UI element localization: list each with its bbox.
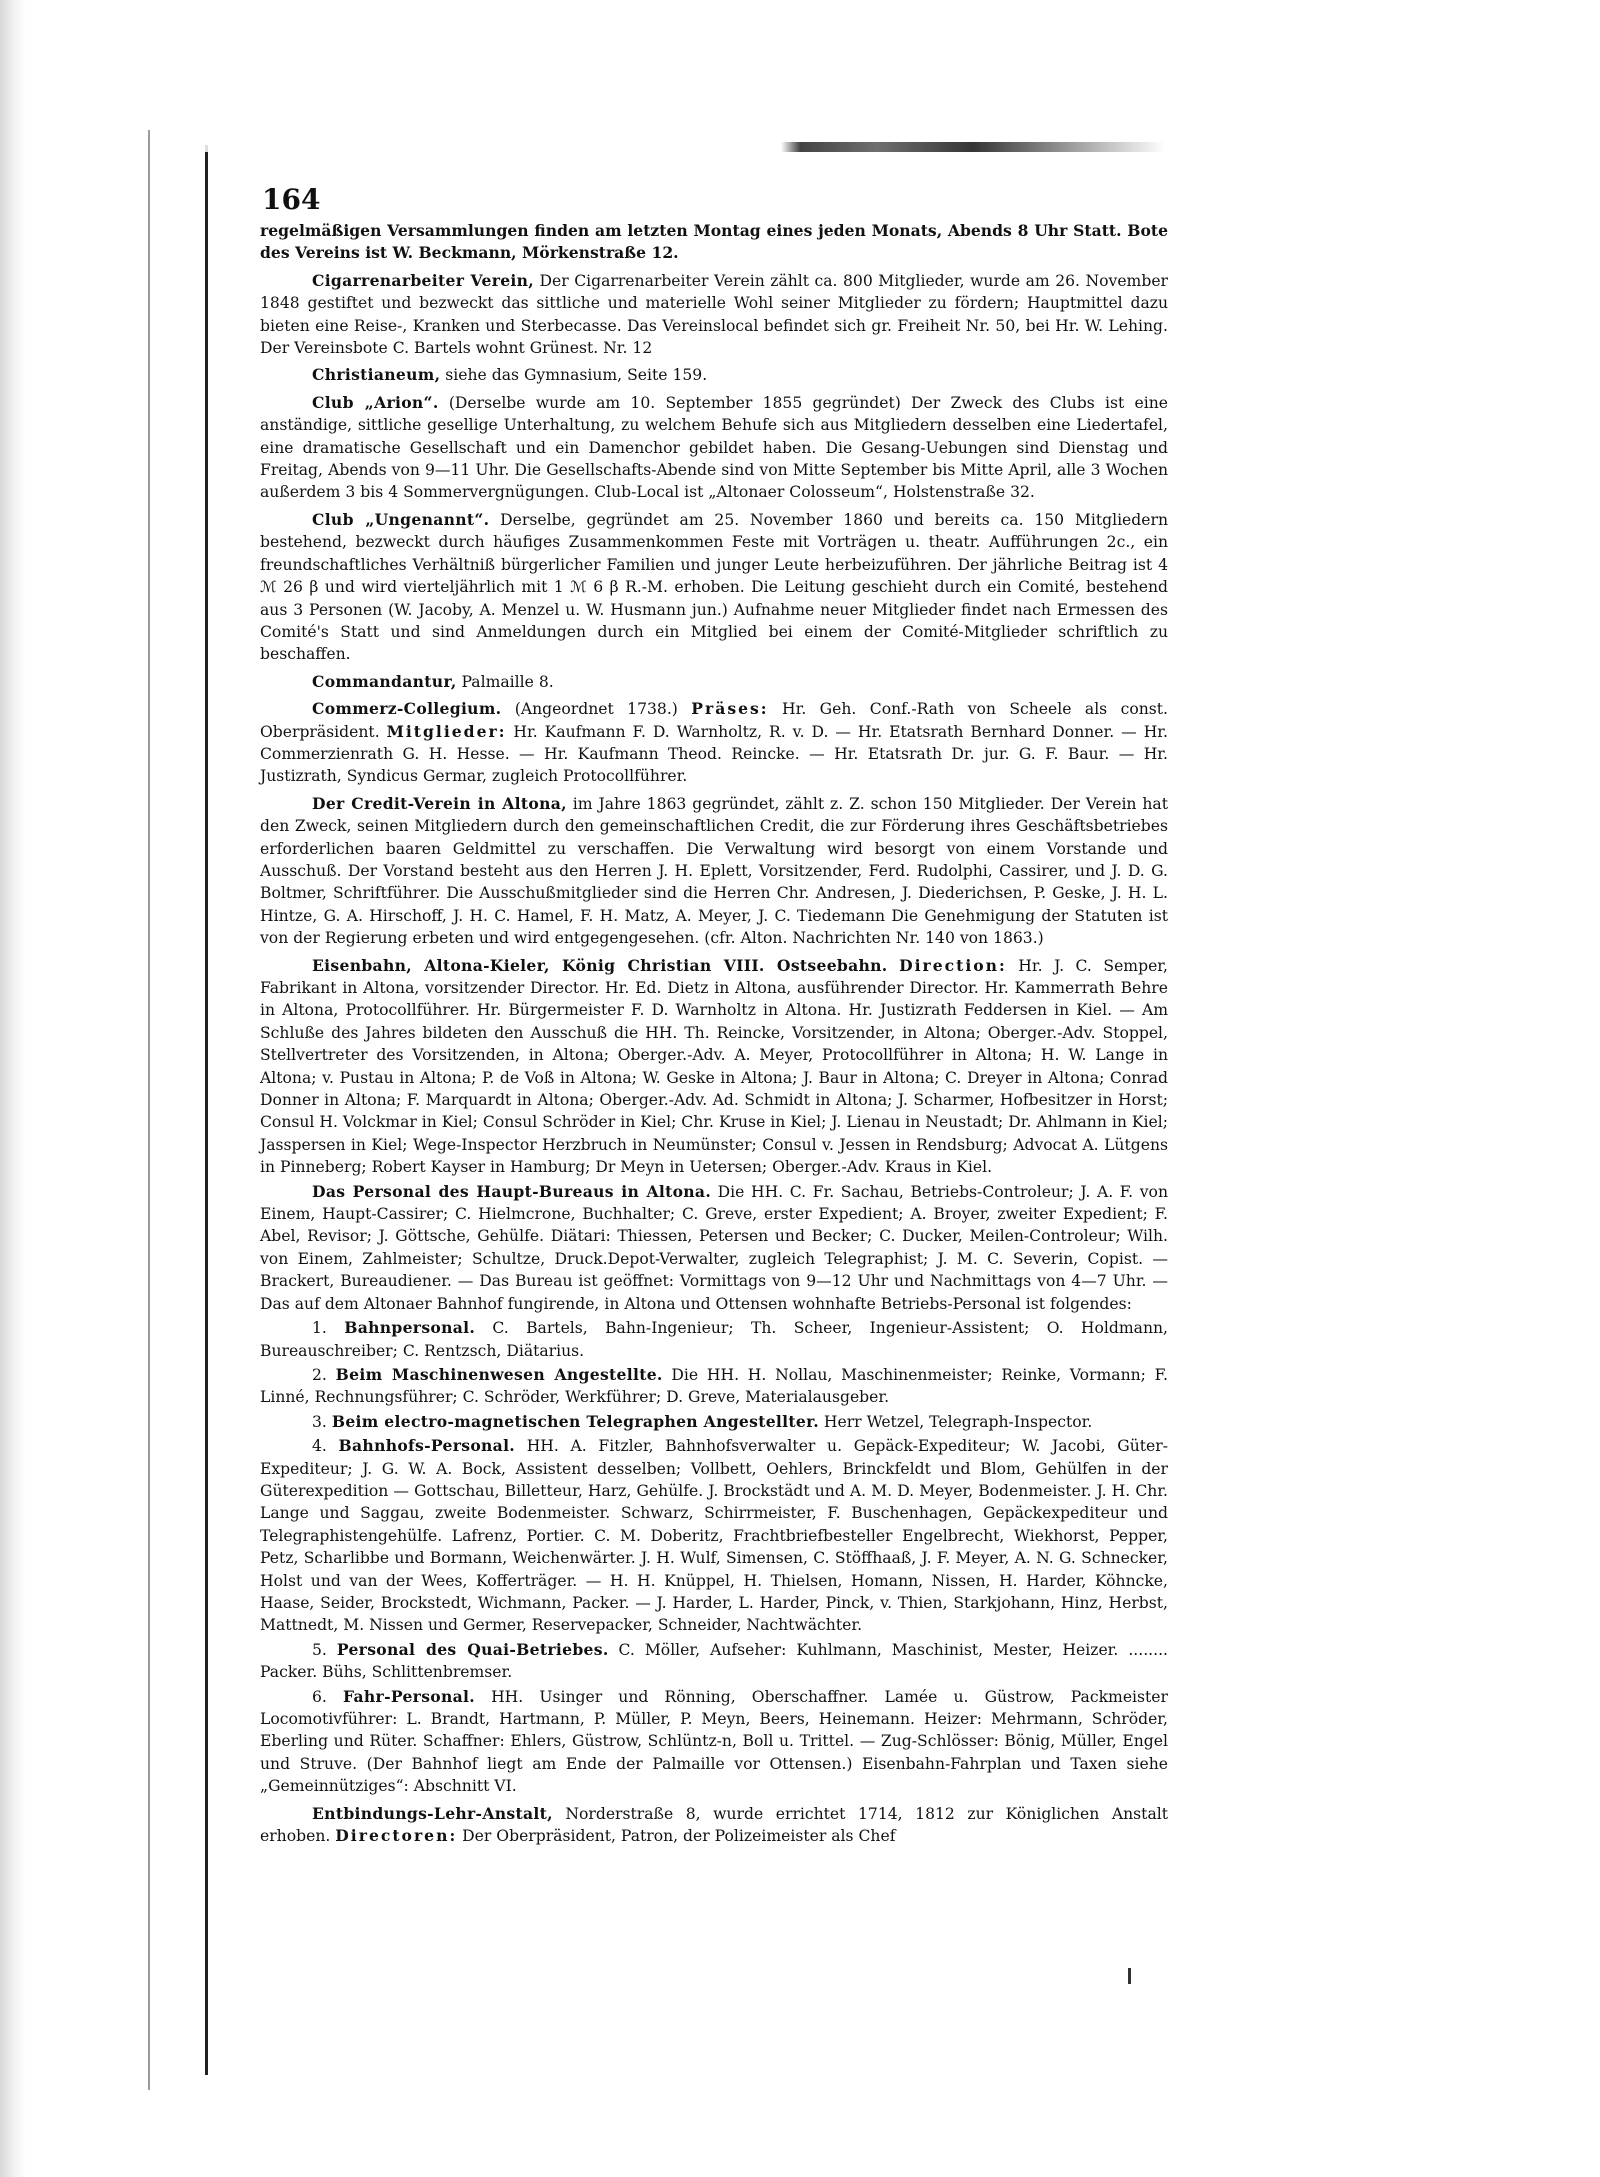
text-segment: Präses: — [691, 699, 769, 719]
margin-mark — [1128, 1968, 1131, 1984]
text-segment: 6. — [312, 1687, 343, 1706]
entry-heading: Personal des Quai-Betriebes. — [336, 1639, 609, 1659]
entry-heading: Cigarrenarbeiter Verein, — [312, 270, 535, 290]
paragraph — [260, 1181, 1168, 1315]
text-segment — [888, 957, 900, 975]
text-segment: 2. — [312, 1365, 336, 1384]
entry-heading: Beim Maschinenwesen Angestellte. — [335, 1364, 663, 1384]
entry-heading: Bahnpersonal. — [344, 1318, 476, 1338]
entry-heading: Der Credit-Verein in Altona, — [312, 793, 567, 813]
entry-heading: Das Personal des Haupt-Bureaus in Altona. — [312, 1181, 712, 1201]
entry-heading: Club „Ungenannt“. — [312, 509, 490, 529]
paragraph — [260, 1411, 1168, 1433]
paragraph — [260, 392, 1168, 504]
paragraph — [260, 220, 1168, 265]
text-segment: Die HH. C. Fr. Sachau, Betriebs-Controleur; J. A. F. von Einem, Haupt-Cassirer; C. Hielmcrone, Buchhalter; C. Greve, erster Expedient; A. Broyer, zweiter Expedient; F. Abel, Revisor; J. Göttsche, Gehülfe. Diätari: Thiessen, Petersen und Becker; C. Ducker, Meilen-Controleur; Wilh. von Einem, Zahlmeister; Schultze, Druck.Depot-Verwalter, zugleich Telegraphist; J. M. C. Severin, Copist. — Brackert, Bureaudiener. — Das Bureau ist geöffnet: Vormittags von 9—12 Uhr und Nachmittags von 4—7 Uhr. — Das auf dem Altonaer Bahnhof fungirende, in Altona und Ottensen wohnhafte Betriebs-Personal ist folgendes: — [260, 1182, 1168, 1313]
entry-heading: Entbindungs-Lehr-Anstalt, — [312, 1803, 553, 1823]
paragraph — [260, 955, 1168, 1179]
book-binding-shadow — [0, 0, 26, 2177]
text-segment: C. Möller, Aufseher: Kuhlmann, Maschinist, Mester, Heizer. ........ Packer. Bühs, Schlittenbremser. — [260, 1640, 1168, 1682]
text-segment: 3. — [312, 1412, 332, 1431]
paragraph — [260, 1317, 1168, 1362]
entry-heading: Bahnhofs-Personal. — [338, 1436, 516, 1456]
text-segment: (Angeordnet 1738.) — [501, 700, 692, 719]
text-segment: Mitglieder: — [386, 721, 507, 741]
text-segment: Die HH. H. Nollau, Maschinenmeister; Reinke, Vormann; F. Linné, Rechnungsführer; C. Schröder, Werkführer; D. Greve, Materialausgeber. — [260, 1365, 1168, 1407]
paragraph — [260, 793, 1168, 950]
entry-heading: Commerz-Collegium. — [312, 699, 502, 719]
text-segment: Directoren: — [335, 1826, 458, 1846]
paragraph — [260, 364, 1168, 386]
paragraph — [260, 698, 1168, 788]
paragraph — [260, 1639, 1168, 1684]
paragraph — [260, 671, 1168, 693]
text-segment: Der Cigarrenarbeiter Verein zählt ca. 800 Mitglieder, wurde am 26. November 1848 gestiftet und bezweckt das sittliche und materielle Wohl seiner Mitglieder zu fördern; Hauptmittel dazu bieten eine Reise-, Kranken und Sterbecasse. Das Vereinslocal befindet sich gr. Freiheit Nr. 50, bei Hr. W. Lehing. Der Vereinsbote C. Bartels wohnt Grünest. Nr. 12 — [260, 271, 1169, 358]
entry-heading: Fahr-Personal. — [343, 1686, 475, 1706]
text-segment: 5. — [312, 1640, 337, 1659]
paragraph — [260, 270, 1168, 360]
text-segment: Der Oberpräsident, Patron, der Polizeimeister als Chef — [457, 1827, 896, 1846]
entry-heading: Christianeum, — [312, 365, 441, 385]
text-segment: 1. — [312, 1319, 345, 1338]
paragraph — [260, 1803, 1168, 1848]
paragraph — [260, 1686, 1168, 1798]
page-content — [260, 180, 1168, 1847]
text-segment: Herr Wetzel, Telegraph-Inspector. — [818, 1412, 1093, 1431]
text-segment: Derselbe, gegründet am 25. November 1860 und bereits ca. 150 Mitgliedern bestehend, bezweckt durch häufiges Zusammenkommen Feste mit Vorträgen u. theatr. Aufführungen 2c., ein freundschaftliches Verhältniß bürgerlicher Familien und junger Leute herbeizuführen. Der jährliche Beitrag ist 4 ℳ 26 β und wird vierteljährlich mit 1 ℳ 6 β R.-M. erhoben. Die Leitung geschieht durch ein Comité, bestehend aus 3 Personen (W. Jacoby, A. Menzel u. W. Husmann jun.) Aufnahme neuer Mitglieder findet nach Ermessen des Comité's Statt und sind Anmeldungen durch ein Mitglied bei einem der Comité-Mitglieder schriftlich zu beschaffen. — [260, 510, 1168, 664]
top-ink-smudge — [205, 142, 1165, 152]
text-segment: regelmäßigen Versammlungen finden am letzten Montag eines jeden Monats, Abends 8 Uhr Statt. Bote des Vereins ist W. Beckmann, Mörkenstraße 12. — [260, 221, 1168, 263]
text-segment: Direction: — [899, 955, 1007, 975]
text-segment: Hr. J. C. Semper, Fabrikant in Altona, vorsitzender Director. Hr. Ed. Dietz in Altona, ausführender Director. Hr. Kammerrath Behre in Altona, Protocollführer. Hr. Bürgermeister F. D. Warnholtz in Altona. Hr. Justizrath Feddersen in Kiel. — Am Schluße des Jahres bildeten den Ausschuß die HH. Th. Reincke, Vorsitzender, in Altona; Oberger.-Adv. Stoppel, Stellvertreter des Vorsitzenden, in Altona; Oberger.-Adv. A. Meyer, Protocollführer in Altona; H. W. Lange in Altona; v. Pustau in Altona; P. de Voß in Altona; W. Geske in Altona; J. Baur in Altona; C. Dreyer in Altona; Conrad Donner in Altona; F. Marquardt in Altona; Oberger.-Adv. Ad. Schmidt in Altona; J. Scharmer, Hofbesitzer in Horst; Consul H. Volckmar in Kiel; Consul Schröder in Kiel; Chr. Kruse in Kiel; J. Lienau in Neustadt; Dr. Ahlmann in Kiel; Jasspersen in Kiel; Wege-Inspector Herzbruch in Neumünster; Consul v. Jessen in Rendsburg; Advocat A. Lütgens in Pinneberg; Robert Kayser in Hamburg; Dr Meyn in Uetersen; Oberger.-Adv. Kraus in Kiel. — [260, 956, 1168, 1177]
entry-heading: Commandantur, — [312, 671, 457, 691]
paragraph — [260, 509, 1168, 666]
text-segment: Palmaille 8. — [456, 672, 554, 691]
page-number: 164 — [262, 183, 321, 216]
text-segment: Hr. Geh. Conf.-Rath von Scheele als const. Oberpräsident. — [260, 700, 1168, 741]
entry-heading: Beim electro-magnetischen Telegraphen Angestellter. — [331, 1411, 819, 1431]
text-segment: HH. A. Fitzler, Bahnhofsverwalter u. Gepäck-Expediteur; W. Jacobi, Güter-Expediteur; J. G. W. A. Bock, Assistent desselben; Vollbett, Oehlers, Brinckfeldt und Blom, Gehülfen in der Güterexpedition — Gottschau, Billetteur, Harz, Gehülfe. J. Brockstädt und A. M. D. Meyer, Bodenmeister. J. H. Chr. Lange und Saggau, zweite Bodenmeister. Schwarz, Schirrmeister, F. Buschenhagen, Gepäckexpediteur und Telegraphistengehülfe. Lafrenz, Portier. C. M. Doberitz, Frachtbriefbesteller Engelbrecht, Wiekhorst, Pepper, Petz, Scharlibbe und Bormann, Weichenwärter. J. H. Wulf, Simensen, C. Stöffhaaß, J. F. Meyer, A. N. G. Schnecker, Holst und van der Wees, Kofferträger. — H. H. Knüppel, H. Thielsen, Homann, Nissen, H. Harder, Köhncke, Haase, Seider, Brockstedt, Wichmann, Packer. — J. Harder, L. Harder, Pinck, v. Thien, Starkjohann, Hinz, Herbst, Mattnedt, M. Nissen und Germer, Reservepacker, Schneider, Nachtwächter. — [260, 1437, 1168, 1635]
text-segment: im Jahre 1863 gegründet, zählt z. Z. schon 150 Mitglieder. Der Verein hat den Zweck, seinen Mitgliedern durch den gemeinschaftlichen Credit, die zur Förderung ihres Geschäftsbetriebes erforderlichen baaren Geldmittel zu verschaffen. Die Verwaltung wird besorgt von einem Vorstande und Ausschuß. Der Vorstand besteht aus den Herren J. H. Eplett, Vorsitzender, Ferd. Rudolphi, Cassirer, und J. D. G. Boltmer, Schriftführer. Die Ausschußmitglieder sind die Herren Chr. Andresen, J. Diederichsen, P. Geske, J. H. L. Hintze, G. A. Hirschoff, J. H. C. Hamel, F. H. Matz, A. Meyer, J. C. Tiedemann Die Genehmigung der Statuten ist von der Regierung erbeten und wird entgegengesehen. (cfr. Alton. Nachrichten Nr. 140 von 1863.) — [260, 794, 1168, 948]
paragraph — [260, 1435, 1168, 1637]
text-segment: C. Bartels, Bahn-Ingenieur; Th. Scheer, Ingenieur-Assistent; O. Holdmann, Bureauschreiber; C. Rentzsch, Diätarius. — [260, 1319, 1168, 1360]
text-segment: HH. Usinger und Rönning, Oberschaffner. Lamée u. Güstrow, Packmeister Locomotivführer: L. Brandt, Hartmann, P. Müller, P. Meyn, Beers, Heinemann. Heizer: Mehrmann, Schröder, Eberling und Rüter. Schaffner: Ehlers, Güstrow, Schlüntz-n, Boll u. Trittel. — Zug-Schlösser: Bönig, Müller, Engel und Struve. (Der Bahnhof liegt am Ende der Palmaille vor Ottensen.) Eisenbahn-Fahrplan und Taxen siehe „Gemeinnütziges“: Abschnitt VI. — [260, 1687, 1168, 1796]
entry-heading: Eisenbahn, Altona-Kieler, König Christian VIII. Ostseebahn. — [312, 955, 888, 975]
text-segment: 4. — [312, 1437, 339, 1456]
text-segment: Norderstraße 8, wurde errichtet 1714, 1812 zur Königlichen Anstalt erhoben. — [260, 1804, 1168, 1846]
text-body — [260, 220, 1168, 1847]
spine-edge — [148, 130, 150, 2090]
text-segment: (Derselbe wurde am 10. September 1855 gegründet) Der Zweck des Clubs ist eine anständige, sittliche gesellige Unterhaltung, zu welchem Behufe sich aus Mitgliedern desselben eine Liedertafel, eine dramatische Gesellschaft und ein Damenchor gebildet haben. Die Gesang-Uebungen sind Dienstag und Freitag, Abends von 9—11 Uhr. Die Gesellschafts-Abende sind von Mitte September bis Mitte April, alle 3 Wochen außerdem 3 bis 4 Sommervergnügungen. Club-Local ist „Altonaer Colosseum“, Holstenstraße 32. — [260, 393, 1169, 502]
paragraph — [260, 1364, 1168, 1409]
text-segment: siehe das Gymnasium, Seite 159. — [440, 366, 708, 385]
entry-heading: Club „Arion“. — [312, 392, 439, 412]
text-segment: Hr. Kaufmann F. D. Warnholtz, R. v. D. — Hr. Etatsrath Bernhard Donner. — Hr. Commerzienrath G. H. Hesse. — Hr. Kaufmann Theod. Reincke. — Hr. Etatsrath Dr. jur. G. F. Baur. — Hr. Justizrath, Syndicus Germar, zugleich Protocollführer. — [260, 722, 1168, 786]
